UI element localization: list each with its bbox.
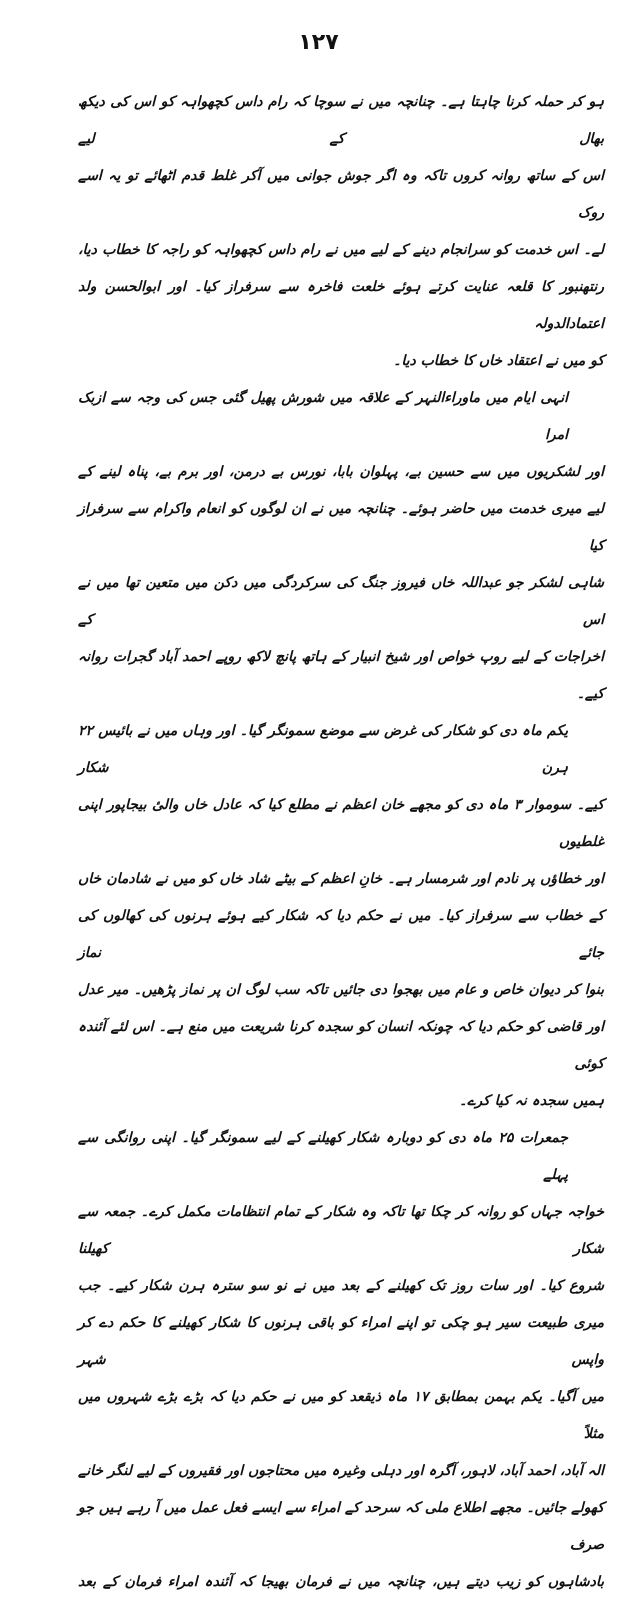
- text-line: کھولے جائیں۔ مجھے اطلاع ملی کہ سرحد کے امراء سے ایسے فعل عمل میں آ رہے ہیں جو صرف: [78, 1500, 604, 1553]
- text-line: کے خطاب سے سرفراز کیا۔ میں نے حکم دیا کہ شکار کیے ہوئے ہرنوں کی کھالوں کی جائے نماز: [78, 908, 604, 961]
- text-line: شروع کیا۔ اور سات روز تک کھیلنے کے بعد میں نے نو سو سترہ ہرن شکار کیے۔ جب: [78, 1278, 604, 1294]
- text-line: ہمیں سجدہ نہ کیا کرے۔: [458, 1093, 604, 1109]
- text-line: شاہی لشکر جو عبداللہ خاں فیروز جنگ کی سرکردگی میں دکن میں متعین تھا میں نے اس کے: [78, 575, 604, 628]
- text-line: اور خطاؤں پر نادم اور شرمسار ہے۔ خانِ اعظم کے بیٹے شاد خاں کو میں نے شادمان خاں: [78, 871, 604, 887]
- text-line: اور قاضی کو حکم دیا کہ چونکہ انسان کو سجدہ کرنا شریعت میں منع ہے۔ اس لئے آئندہ کوئی: [78, 1019, 604, 1072]
- text-line: اخراجات کے لیے روپ خواص اور شیخ انبیار کے ہاتھ پانچ لاکھ روپے احمد آباد گجرات روانہ کیے۔: [78, 649, 604, 702]
- text-line: بنوا کر دیوان خاص و عام میں بھجوا دی جائیں تاکہ سب لوگ ان پر نماز پڑھیں۔ میر عدل: [78, 982, 604, 998]
- text-line: رنتھنبور کا قلعہ عنایت کرتے ہوئے خلعت فاخرہ سے سرفراز کیا۔ اور ابوالحسن ولد اعتمادالدولہ: [78, 279, 604, 332]
- text-line: اس کے ساتھ روانہ کروں تاکہ وہ اگر جوش جوانی میں آکر غلط قدم اٹھائے تو یہ اسے روک: [78, 168, 604, 221]
- text-line: انہی ایام میں ماوراءالنہر کے علاقہ میں شورش پھیل گئی جس کی وجہ سے ازبک امرا: [78, 390, 568, 443]
- page-number: ۱۲۷: [298, 30, 339, 55]
- text-line: اور لشکریوں میں سے حسین بے، پہلوان بابا، نورس بے درمن، اور برم بے، پناہ لینے کے: [78, 464, 604, 480]
- text-line: بادشاہوں کو زیب دیتے ہیں، چنانچہ میں نے فرمان بھیجا کہ آئندہ امراء فرمان کے بعد: [78, 1574, 604, 1590]
- text-line: خواجہ جہاں کو روانہ کر چکا تھا تاکہ وہ شکار کے تمام انتظامات مکمل کرے۔ جمعہ سے شکار کھیلنا: [78, 1204, 604, 1257]
- text-line: میں آگیا۔ یکم بہمن بمطابق ۱۷ ماہ ذیقعد کو میں نے حکم دیا کہ بڑے بڑے شہروں میں مثلاً: [78, 1389, 604, 1442]
- text-line: جمعرات ۲۵ ماہ دی کو دوبارہ شکار کھیلنے کے لیے سمونگر گیا۔ اپنی روانگی سے پہلے: [78, 1130, 568, 1183]
- text-line: الہ آباد، احمد آباد، لاہور، آگرہ اور دہلی وغیرہ میں محتاجوں اور فقیروں کے لیے لنگر خانے: [78, 1463, 604, 1479]
- text-line: لے۔ اس خدمت کو سرانجام دینے کے لیے میں نے رام داس کچھواہہ کو راجہ کا خطاب دیا،: [78, 242, 604, 258]
- text-line: کو میں نے اعتقاد خاں کا خطاب دیا۔: [393, 353, 604, 369]
- body-text: [78, 84, 604, 1601]
- text-line: کیے۔ سوموار ۳ ماہ دی کو مجھے خان اعظم نے مطلع کیا کہ عادل خاں والیٔ بیجاپور اپنی غلطیوں: [78, 797, 604, 850]
- text-line: میری طبیعت سیر ہو چکی تو اپنے امراء کو باقی ہرنوں کا شکار کھیلنے کا حکم دے کر واپس شہر: [78, 1315, 604, 1368]
- text-line: ہو کر حملہ کرنا چاہتا ہے۔ چنانچہ میں نے سوچا کہ رام داس کچھواہہ کو اس کی دیکھ بھال کے لیے: [78, 94, 604, 147]
- text-line: یکم ماہ دی کو شکار کی غرض سے موضع سمونگر گیا۔ اور وہاں میں نے بائیس ۲۲ ہرن شکار: [78, 723, 568, 776]
- text-line: لیے میری خدمت میں حاضر ہوئے۔ چنانچہ میں نے ان لوگوں کو انعام واکرام سے سرفراز کیا: [78, 501, 604, 554]
